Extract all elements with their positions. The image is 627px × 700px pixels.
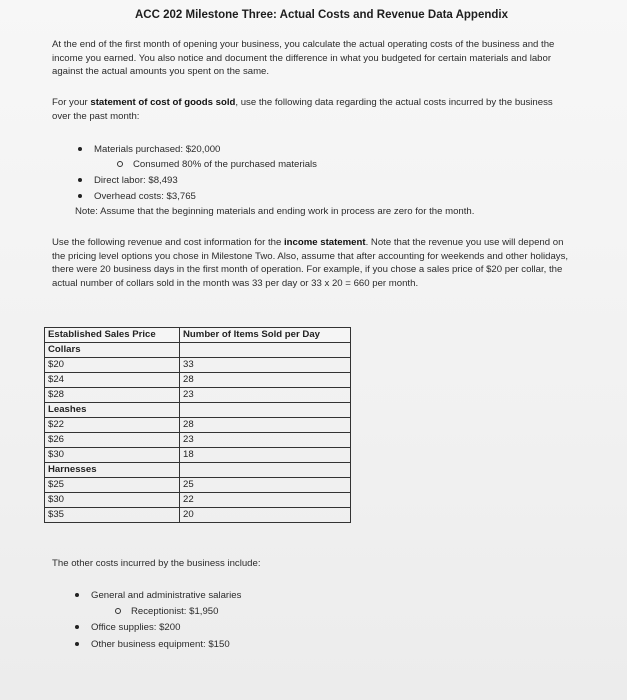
sales-price-table	[44, 327, 351, 523]
table-group-row	[45, 343, 351, 358]
bullet-icon	[75, 642, 79, 646]
group-empty-cell	[180, 463, 351, 478]
table-row	[45, 388, 351, 403]
group-collars: Collars	[45, 343, 180, 358]
bullet-icon	[78, 147, 82, 151]
price-cell: $35	[45, 508, 180, 523]
table-row	[45, 418, 351, 433]
price-cell: $30	[45, 493, 180, 508]
bullet-icon	[75, 625, 79, 629]
bullet-supplies	[75, 621, 180, 634]
price-cell: $25	[45, 478, 180, 493]
table-group-row	[45, 403, 351, 418]
table-row	[45, 448, 351, 463]
table-row	[45, 478, 351, 493]
bullet-materials	[78, 143, 220, 156]
qty-cell: 23	[180, 388, 351, 403]
qty-cell: 23	[180, 433, 351, 448]
bullet-equipment	[75, 638, 230, 651]
qty-cell: 22	[180, 493, 351, 508]
group-empty-cell	[180, 343, 351, 358]
receptionist-text: Receptionist: $1,950	[131, 606, 219, 617]
qty-cell: 18	[180, 448, 351, 463]
price-cell: $30	[45, 448, 180, 463]
income-paragraph	[52, 236, 572, 290]
price-cell: $28	[45, 388, 180, 403]
price-cell: $20	[45, 358, 180, 373]
price-cell: $22	[45, 418, 180, 433]
cogs-bold: statement of cost of goods sold	[90, 97, 236, 108]
equipment-text: Other business equipment: $150	[91, 639, 230, 650]
overhead-text: Overhead costs: $3,765	[94, 191, 196, 202]
table-row	[45, 508, 351, 523]
sub-bullet-icon	[117, 161, 123, 167]
group-leashes: Leashes	[45, 403, 180, 418]
table-row	[45, 358, 351, 373]
header-sales-price: Established Sales Price	[45, 328, 180, 343]
table-row	[45, 373, 351, 388]
table-row	[45, 493, 351, 508]
qty-cell: 25	[180, 478, 351, 493]
bullet-icon	[78, 194, 82, 198]
cogs-paragraph	[52, 96, 572, 123]
table-header-row	[45, 328, 351, 343]
income-suffix: . Note that the revenue you use will depend on the pricing level options you chose in Milestone Two. Also, assume that after accounting for weekends and other holidays, there were 20 business days in the first month of operation. For example, if you chose a sales price of $20 per collar, the actual number of collars sold in the month was 33 per day or 33 x 20 = 660 per month.	[52, 237, 569, 289]
header-items-sold: Number of Items Sold per Day	[180, 328, 351, 343]
group-harnesses: Harnesses	[45, 463, 180, 478]
other-costs-intro: The other costs incurred by the business include:	[52, 558, 261, 569]
price-cell: $26	[45, 433, 180, 448]
income-bold: income statement	[283, 237, 366, 248]
consumed-text: Consumed 80% of the purchased materials	[133, 159, 317, 170]
qty-cell: 28	[180, 418, 351, 433]
cogs-suffix: , use the following data regarding the actual costs incurred by the business over the past month:	[52, 97, 553, 122]
table-row	[45, 433, 351, 448]
note-text: Note: Assume that the beginning materials and ending work in process are zero for the month.	[75, 206, 475, 217]
bullet-labor	[78, 174, 178, 187]
income-prefix: Use the following revenue and cost information for the	[52, 237, 284, 248]
materials-text: Materials purchased: $20,000	[94, 144, 221, 155]
labor-text: Direct labor: $8,493	[94, 175, 178, 186]
sub-bullet-consumed	[117, 158, 317, 171]
cogs-prefix: For your	[52, 97, 91, 108]
bullet-icon	[75, 593, 79, 597]
price-cell: $24	[45, 373, 180, 388]
sub-bullet-receptionist	[115, 605, 218, 618]
page-title: ACC 202 Milestone Three: Actual Costs and Revenue Data Appendix	[135, 9, 508, 21]
group-empty-cell	[180, 403, 351, 418]
intro-paragraph: At the end of the first month of opening your business, you calculate the actual operating costs of the business and the income you earned. You also notice and document the difference in what you budgeted for certain materials and labor against the actual amounts you spent on the same.	[52, 39, 555, 77]
bullet-icon	[78, 178, 82, 182]
qty-cell: 28	[180, 373, 351, 388]
bullet-overhead	[78, 190, 196, 203]
table-group-row	[45, 463, 351, 478]
sub-bullet-icon	[115, 608, 121, 614]
supplies-text: Office supplies: $200	[91, 622, 181, 633]
qty-cell: 20	[180, 508, 351, 523]
qty-cell: 33	[180, 358, 351, 373]
salaries-text: General and administrative salaries	[91, 590, 242, 601]
bullet-salaries	[75, 589, 241, 602]
